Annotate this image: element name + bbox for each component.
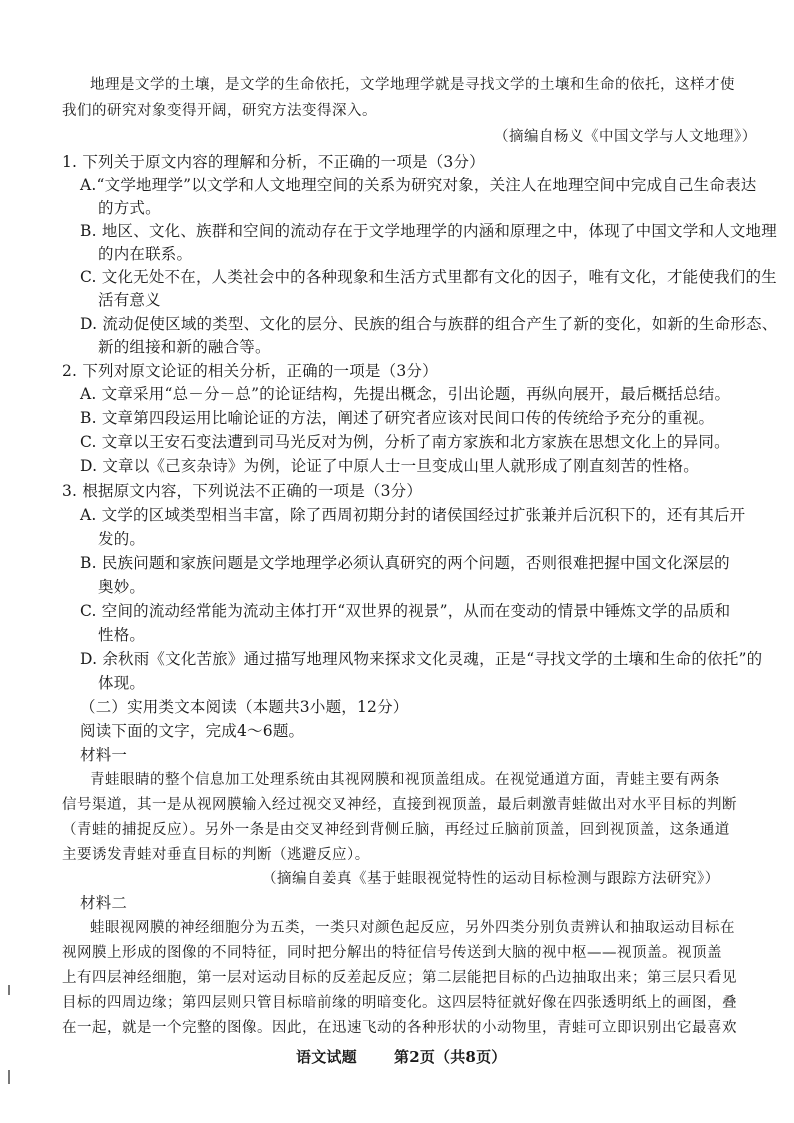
footer-page-number: 第2页（共8页）: [394, 1048, 507, 1066]
material-1-line-1: 青蛙眼睛的整个信息加工处理系统由其视网膜和视顶盖组成。在视觉通道方面，青蛙主要有两条: [90, 772, 720, 788]
material-1-line-2: 信号渠道，其一是从视网膜输入经过视交叉神经，直接到视顶盖，最后刺激青蛙做出对水平目标的判断: [62, 797, 737, 813]
question-2-option-a: A. 文章采用“总－分－总”的论证结构，先提出概念，引出论题，再纵向展开，最后概括总结。: [80, 385, 731, 403]
material-1-heading: 材料一: [80, 746, 128, 764]
question-3-stem: 3. 根据原文内容，下列说法不正确的一项是（3分）: [62, 482, 423, 500]
material-1-source: （摘编自姜真《基于蛙眼视觉特性的运动目标检测与跟踪方法研究》）: [262, 871, 720, 887]
section-2-instruction: 阅读下面的文字，完成4～6题。: [80, 722, 305, 740]
material-2-line-4: 目标的四周边缘；第四层则只管目标暗前缘的明暗变化。这四层特征就好像在四张透明纸上的画图，叠: [62, 995, 737, 1011]
question-2-option-c: C. 文章以王安石变法遭到司马光反对为例，分析了南方家族和北方家族在思想文化上的异同。: [80, 433, 730, 451]
material-1-line-4: 主要诱发青蛙对垂直目标的判断（逃避反应）。: [62, 847, 370, 863]
question-1-option-d-cont: 新的组接和新的融合等。: [98, 338, 271, 356]
material-1-line-3: （青蛙的捕捉反应）。另外一条是由交叉神经到背侧丘脑，再经过丘脑前顶盖，回到视顶盖，这条通道: [62, 822, 730, 838]
question-3-option-a: A. 文学的区域类型相当丰富，除了西周初期分封的诸侯国经过扩张兼并后沉积下的，还有其后开: [80, 506, 746, 524]
question-1-option-c: C. 文化无处不在，人类社会中的各种现象和生活方式里都有文化的因子，唯有文化，才能使我们的生: [80, 268, 777, 286]
question-1-option-d: D. 流动促使区域的类型、文化的层分、民族的组合与族群的组合产生了新的变化，如新的生命形态、: [80, 315, 778, 333]
material-2-line-5: 在一起，就是一个完整的图像。因此，在迅速飞动的各种形状的小动物里，青蛙可立即识别出它最喜欢: [62, 1020, 737, 1036]
question-1-option-c-cont: 活有意义: [98, 291, 161, 309]
material-2-line-1: 蛙眼视网膜的神经细胞分为五类，一类只对颜色起反应，另外四类分别负责辨认和抽取运动目标在: [90, 920, 735, 936]
question-1-stem: 1. 下列关于原文内容的理解和分析，不正确的一项是（3分）: [62, 153, 485, 171]
material-tail-line-1: 地理是文学的土壤，是文学的生命依托，文学地理学就是寻找文学的土壤和生命的依托，这样才使: [90, 77, 735, 93]
material-2-line-3: 上有四层神经细胞，第一层对运动目标的反差起反应；第二层能把目标的凸边抽取出来；第三层只看见: [62, 970, 737, 986]
question-2-option-b: B. 文章第四段运用比喻论证的方法，阐述了研究者应该对民间口传的传统给予充分的重视。: [80, 409, 715, 427]
scan-mark: [8, 1070, 10, 1084]
question-3-option-b: B. 民族问题和家族问题是文学地理学必须认真研究的两个问题，否则很难把握中国文化深层的: [80, 554, 730, 572]
question-3-option-c: C. 空间的流动经常能为流动主体打开“双世界的视景”，从而在变动的情景中锤炼文学的品质和: [80, 602, 731, 620]
question-3-option-d: D. 余秋雨《文化苦旅》通过描写地理风物来探求文化灵魂，正是“寻找文学的土壤和生命的依托”的: [80, 650, 763, 668]
material-2-heading: 材料二: [80, 894, 128, 912]
question-2-option-d: D. 文章以《己亥杂诗》为例，论证了中原人士一旦变成山里人就形成了刚直刻苦的性格。: [80, 457, 699, 475]
question-3-option-a-cont: 发的。: [98, 530, 146, 548]
question-1-option-b: B. 地区、文化、族群和空间的流动存在于文学地理学的内涵和原理之中，体现了中国文学和人文地理: [80, 222, 777, 240]
material-tail-line-2: 我们的研究对象变得开阔，研究方法变得深入。: [62, 103, 377, 119]
question-1-option-a-cont: 的方式。: [98, 199, 161, 217]
question-1-option-a: A.“文学地理学”以文学和人文地理空间的关系为研究对象，关注人在地理空间中完成自己生命表达: [80, 176, 757, 194]
scan-mark: [8, 985, 10, 995]
section-2-title: （二）实用类文本阅读（本题共3小题，12分）: [80, 698, 409, 716]
question-1-option-b-cont: 的内在联系。: [98, 245, 193, 263]
question-3-option-d-cont: 体现。: [98, 674, 146, 692]
question-3-option-b-cont: 奥妙。: [98, 578, 146, 596]
material-source: （摘编自杨义《中国文学与人文地理》）: [494, 129, 757, 145]
material-2-line-2: 视网膜上形成的图像的不同特征，同时把分解出的特征信号传送到大脑的视中枢——视顶盖。视顶盖: [62, 945, 722, 961]
footer-subject: 语文试题: [296, 1048, 357, 1066]
question-3-option-c-cont: 性格。: [98, 626, 146, 644]
question-2-stem: 2. 下列对原文论证的相关分析，正确的一项是（3分）: [62, 362, 438, 380]
